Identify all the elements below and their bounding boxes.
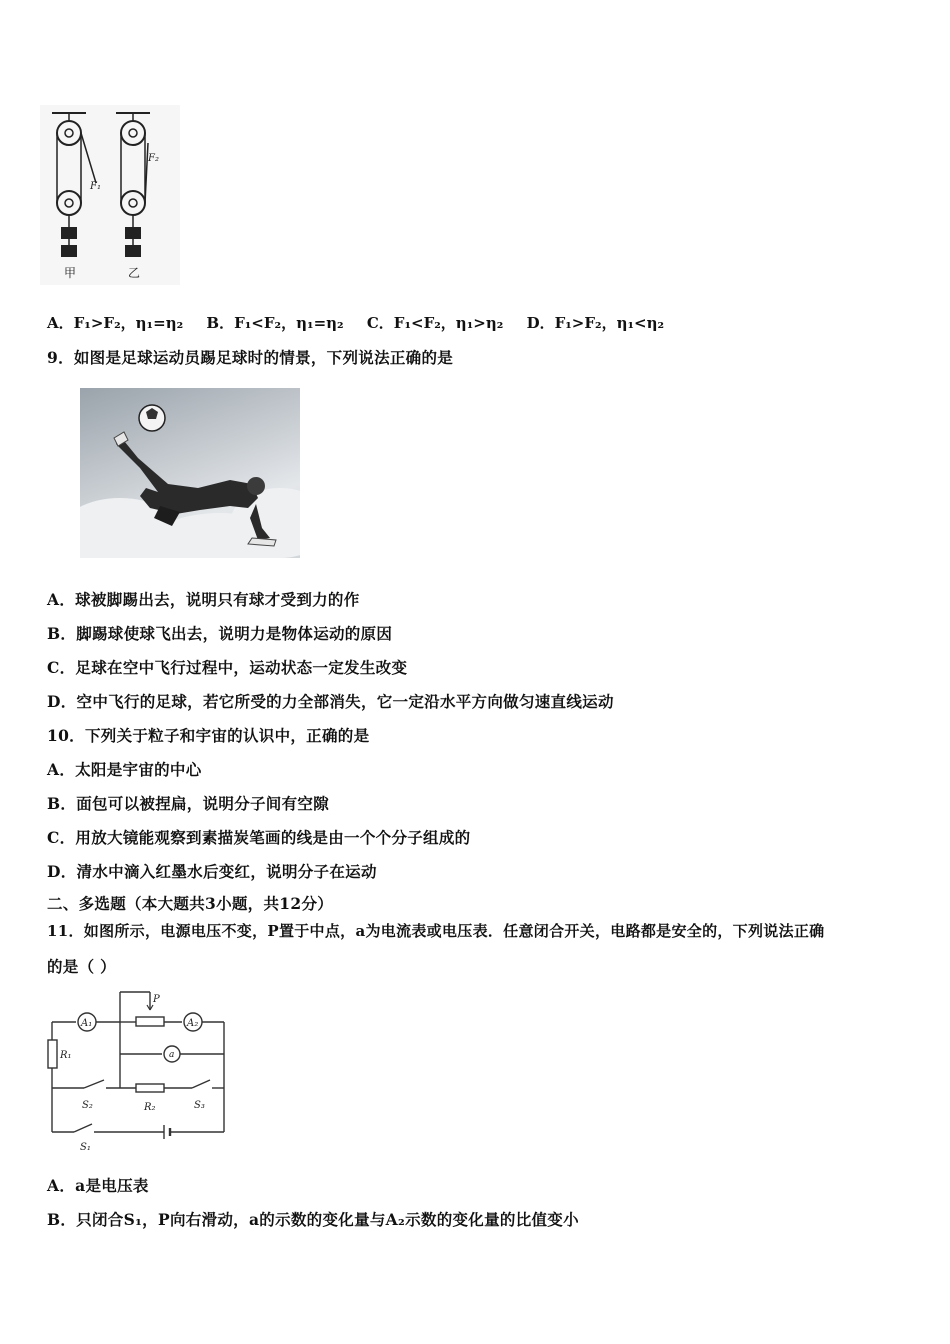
soccer-photo [80,388,300,558]
pulley-figure [40,105,180,285]
q8-option-d: D．F₁>F₂，η₁<η₂ [526,314,665,332]
q11-option-b: B．只闭合S₁，P向右滑动，a的示数的变化量与A₂示数的变化量的比值变小 [47,1210,579,1229]
q10-option-d: D．清水中滴入红墨水后变红，说明分子在运动 [47,862,377,881]
switch-s1-label: S₁ [80,1142,91,1153]
q11-stem-line2: 的是（ ） [47,957,116,976]
pulley-label-jia: 甲 [64,266,77,280]
switch-s3-label: S₃ [194,1100,205,1111]
q9-option-d: D．空中飞行的足球，若它所受的力全部消失，它一定沿水平方向做匀速直线运动 [47,692,614,711]
ammeter-a2-label: A₂ [187,1018,199,1029]
resistor-r1-label: R₁ [60,1050,72,1061]
q11-option-a: A．a是电压表 [47,1176,149,1195]
ammeter-a1-label: A₁ [81,1018,93,1029]
q8-option-b: B．F₁<F₂，η₁=η₂ [206,314,344,332]
q10-option-a: A．太阳是宇宙的中心 [47,760,202,779]
q10-option-c: C．用放大镜能观察到素描炭笔画的线是由一个个分子组成的 [47,828,471,847]
q8-option-a: A．F₁>F₂，η₁=η₂ [47,314,184,332]
q9-option-c: C．足球在空中飞行过程中，运动状态一定发生改变 [47,658,408,677]
resistor-r2-label: R₂ [144,1102,156,1113]
pulley-label-yi: 乙 [128,266,141,280]
switch-s2-label: S₂ [82,1100,93,1111]
q9-stem: 9．如图是足球运动员踢足球时的情景，下列说法正确的是 [47,348,454,367]
q10-stem: 10．下列关于粒子和宇宙的认识中，正确的是 [47,726,370,745]
circuit-diagram [44,988,234,1158]
q8-options [47,312,682,333]
q9-option-b: B．脚踢球使球飞出去，说明力是物体运动的原因 [47,624,393,643]
q11-stem-line1: 11．如图所示，电源电压不变，P置于中点，a为电流表或电压表．任意闭合开关，电路都是安全的，下列说法正确 [47,922,825,940]
q9-option-a: A．球被脚踢出去，说明只有球才受到力的作 [47,590,360,609]
q10-option-b: B．面包可以被捏扁，说明分子间有空隙 [47,794,330,813]
slider-p-label: P [153,994,160,1005]
meter-a-label: a [169,1050,175,1060]
force-label-f2: F₂ [148,153,159,164]
force-label-f1: F₁ [90,181,101,192]
q8-option-c: C．F₁<F₂，η₁>η₂ [366,314,504,332]
section2-header: 二、多选题（本大题共3小题，共12分） [47,894,334,913]
